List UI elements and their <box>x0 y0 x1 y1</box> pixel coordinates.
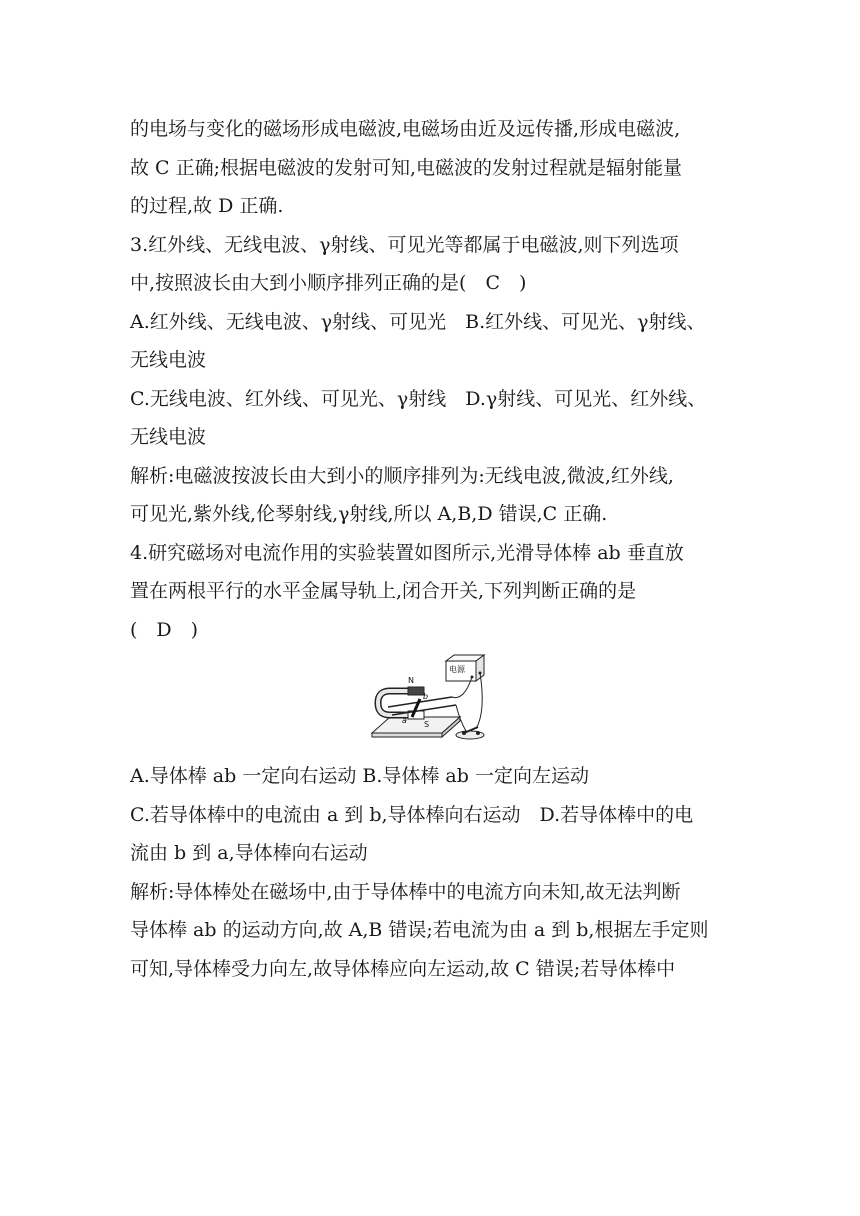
wire <box>476 673 482 729</box>
option-line: C.无线电波、红外线、可见光、γ射线 D.γ射线、可见光、红外线、 <box>130 387 707 410</box>
text-line: 的过程,故 D 正确. <box>130 195 284 217</box>
analysis-line: 可知,导体棒受力向左,故导体棒应向左运动,故 C 错误;若导体棒中 <box>130 957 676 980</box>
analysis-line: 解析:电磁波按波长由大到小的顺序排列为:无线电波,微波,红外线, <box>130 464 674 487</box>
question-stem-line: ( D ) <box>130 618 199 641</box>
question-stem-line: 中,按照波长由大到小顺序排列正确的是( C ) <box>130 272 527 294</box>
option-line: A.导体棒 ab 一定向右运动 B.导体棒 ab 一定向左运动 <box>130 765 589 787</box>
option-line: C.若导体棒中的电流由 a 到 b,导体棒向右运动 D.若导体棒中的电 <box>130 803 694 826</box>
option-line: 无线电波 <box>130 349 207 371</box>
text-line: 的电场与变化的磁场形成电磁波,电磁场由近及远传播,形成电磁波, <box>130 118 681 140</box>
analysis-line: 可见光,紫外线,伦琴射线,γ射线,所以 A,B,D 错误,C 正确. <box>130 503 608 525</box>
question-stem-line: 置在两根平行的水平金属导轨上,闭合开关,下列判断正确的是 <box>130 580 637 602</box>
previous-analysis <box>130 110 730 226</box>
question-stem-line: 3.红外线、无线电波、γ射线、可见光等都属于电磁波,则下列选项 <box>130 233 679 256</box>
label-a: a <box>402 716 407 725</box>
question-3 <box>130 226 730 534</box>
label-s: S <box>424 720 430 729</box>
magnet-north-pole <box>408 687 424 695</box>
analysis-line: 导体棒 ab 的运动方向,故 A,B 错误;若电流为由 a 到 b,根据左手定则 <box>130 919 709 941</box>
label-b: b <box>423 692 429 701</box>
experiment-figure <box>130 649 730 757</box>
text-line: 故 C 正确;根据电磁波的发射可知,电磁波的发射过程就是辐射能量 <box>130 156 683 179</box>
question-stem-line: 4.研究磁场对电流作用的实验装置如图所示,光滑导体棒 ab 垂直放 <box>130 541 684 564</box>
option-line: 无线电波 <box>130 426 207 448</box>
analysis-line: 解析:导体棒处在磁场中,由于导体棒中的电流方向未知,故无法判断 <box>130 880 681 903</box>
document-page <box>130 110 730 988</box>
option-line: A.红外线、无线电波、γ射线、可见光 B.红外线、可见光、γ射线、 <box>130 310 706 333</box>
question-4 <box>130 534 730 989</box>
experiment-diagram <box>368 651 494 747</box>
label-n: N <box>408 676 414 685</box>
label-power: 电源 <box>449 665 465 674</box>
option-line: 流由 b 到 a,导体棒向右运动 <box>130 842 368 864</box>
